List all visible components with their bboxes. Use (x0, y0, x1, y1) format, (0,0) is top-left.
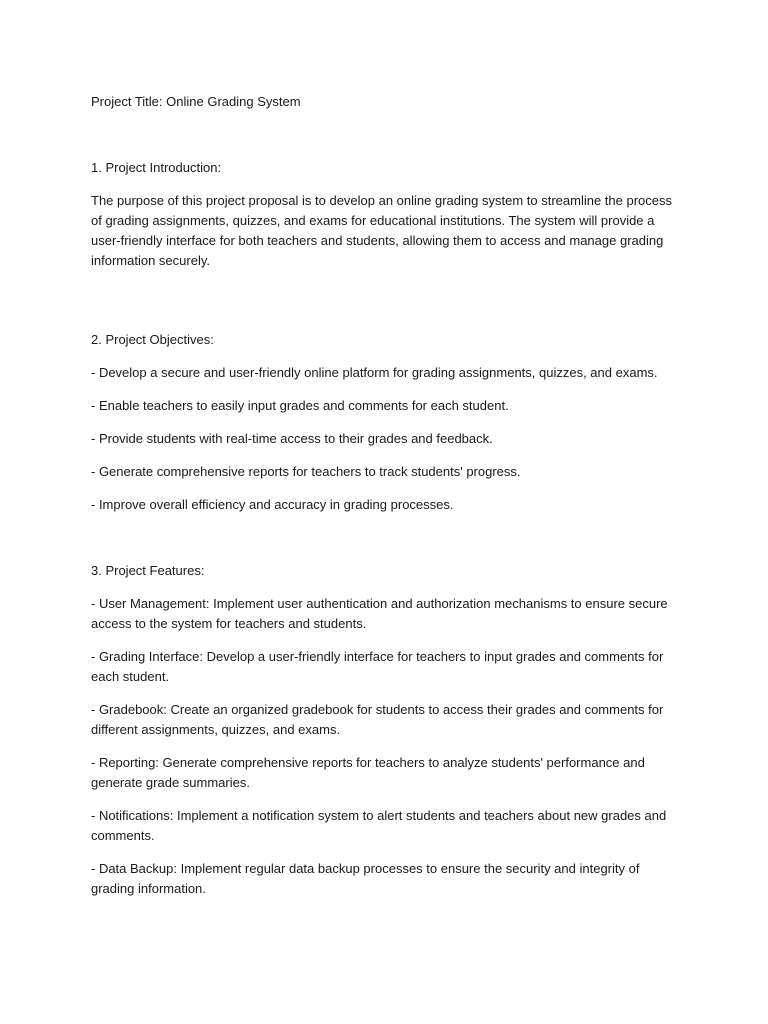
introduction-paragraph: The purpose of this project proposal is to develop an online grading system to streamline the process of grading assignments, quizzes, and exams for educational institutions. The system will provide a user-friendly interface for both teachers and students, allowing them to access and manage grading information securely. (91, 193, 672, 268)
objective-item: - Generate comprehensive reports for teachers to track students' progress. (91, 464, 521, 479)
objective-item: - Enable teachers to easily input grades and comments for each student. (91, 398, 509, 413)
feature-item: - Gradebook: Create an organized gradebook for students to access their grades and comments for different assignments, quizzes, and exams. (91, 702, 664, 737)
feature-item: - Grading Interface: Develop a user-friendly interface for teachers to input grades and comments for each student. (91, 649, 664, 684)
document-body (91, 92, 681, 912)
feature-item: - Reporting: Generate comprehensive reports for teachers to analyze students' performance and generate grade summaries. (91, 755, 645, 790)
section-heading-introduction: 1. Project Introduction: (91, 160, 222, 175)
section-heading-objectives: 2. Project Objectives: (91, 332, 214, 347)
objective-item: - Improve overall efficiency and accuracy in grading processes. (91, 497, 454, 512)
objective-item: - Develop a secure and user-friendly online platform for grading assignments, quizzes, and exams. (91, 365, 658, 380)
section-heading-features: 3. Project Features: (91, 563, 205, 578)
feature-item: - User Management: Implement user authentication and authorization mechanisms to ensure secure access to the system for teachers and students. (91, 596, 668, 631)
project-title: Project Title: Online Grading System (91, 94, 301, 109)
feature-item: - Notifications: Implement a notification system to alert students and teachers about new grades and comments. (91, 808, 667, 843)
feature-item: - Data Backup: Implement regular data backup processes to ensure the security and integrity of grading information. (91, 861, 640, 896)
objective-item: - Provide students with real-time access to their grades and feedback. (91, 431, 493, 446)
